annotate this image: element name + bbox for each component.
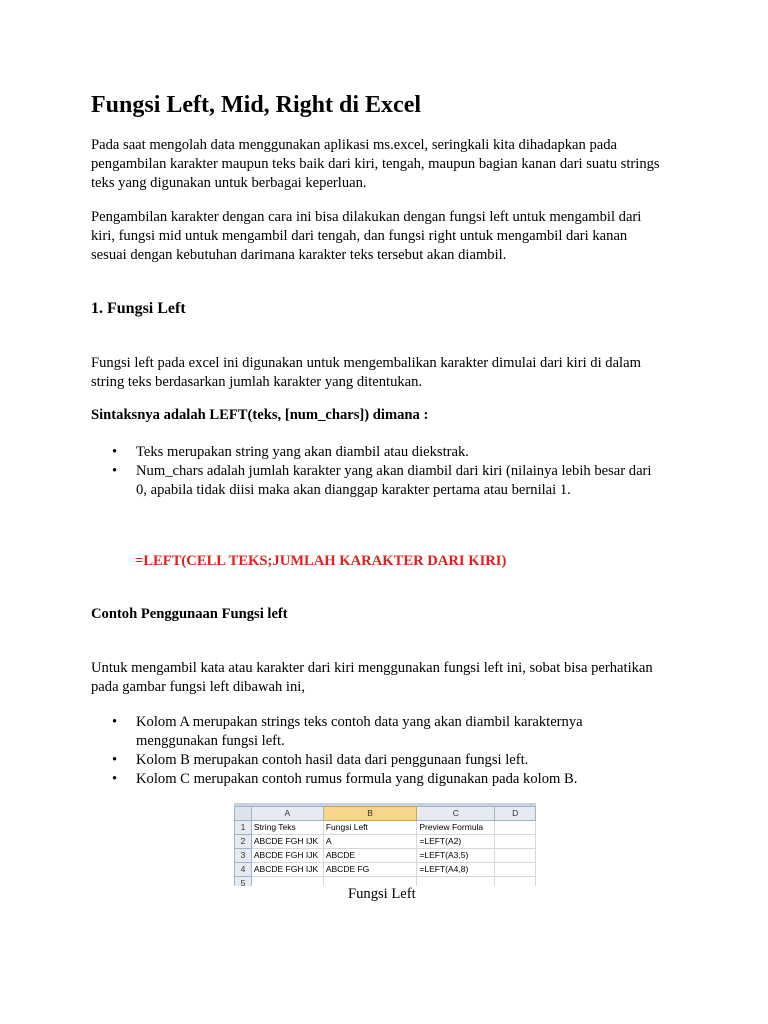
table-cell — [495, 835, 536, 849]
table-cell: ABCDE FGH IJK — [251, 849, 323, 863]
list-item — [91, 751, 691, 770]
text-line: Pengambilan karakter dengan cara ini bisa dilakukan dengan fungsi left untuk mengambil dari — [91, 209, 642, 225]
text-line: pengambilan karakter maupun teks baik dari kiri, tengah, maupun bagian kanan dari suatu strings — [91, 156, 660, 172]
table-cell: ABCDE FGH IJK — [251, 863, 323, 877]
row-header: 5 — [235, 877, 252, 887]
corner-cell — [235, 807, 252, 821]
list-item — [91, 443, 691, 462]
text-line: Untuk mengambil kata atau karakter dari kiri menggunakan fungsi left ini, sobat bisa perhatikan — [91, 660, 653, 676]
table-cell: =LEFT(A3,5) — [417, 849, 495, 863]
table-row — [235, 877, 536, 887]
formula-line: =LEFT(CELL TEKS;JUMLAH KARAKTER DARI KIRI) — [135, 553, 507, 569]
text-line: kiri, fungsi mid untuk mengambil dari tengah, dan fungsi right untuk mengambil dari kanan — [91, 228, 628, 244]
table-cell — [417, 877, 495, 887]
spreadsheet-grid — [234, 806, 536, 886]
table-cell: ABCDE FG — [323, 863, 417, 877]
column-header: C — [417, 807, 495, 821]
table-row — [235, 849, 536, 863]
table-cell — [495, 877, 536, 887]
text-line: Fungsi left pada excel ini digunakan untuk mengembalikan karakter dimulai dari kiri di dalam — [91, 355, 641, 371]
text-line: string teks berdasarkan jumlah karakter yang ditentukan. — [91, 374, 423, 390]
table-cell: =LEFT(A2) — [417, 835, 495, 849]
row-header: 1 — [235, 821, 252, 835]
table-row — [235, 835, 536, 849]
intro-paragraph-1 — [91, 136, 691, 193]
column-header-row — [235, 807, 536, 821]
table-cell — [251, 877, 323, 887]
row-header: 2 — [235, 835, 252, 849]
example-bullet-list — [91, 713, 691, 789]
table-cell: Fungsi Left — [323, 821, 417, 835]
bullet-icon: • — [112, 444, 118, 460]
section-description — [91, 354, 691, 392]
table-cell: String Teks — [251, 821, 323, 835]
text-line: Kolom C merupakan contoh rumus formula yang digunakan pada kolom B. — [136, 771, 578, 787]
table-cell: =LEFT(A4,8) — [417, 863, 495, 877]
text-line: sesuai dengan kebutuhan darimana karakter teks tersebut akan diambil. — [91, 247, 507, 263]
bullet-icon: • — [112, 463, 118, 479]
section-heading: 1. Fungsi Left — [91, 300, 186, 317]
syntax-bullet-list — [91, 443, 691, 500]
text-line: Kolom B merupakan contoh hasil data dari penggunaan fungsi left. — [136, 752, 529, 768]
table-cell: Preview Formula — [417, 821, 495, 835]
text-line: menggunakan fungsi left. — [136, 733, 285, 749]
page-title: Fungsi Left, Mid, Right di Excel — [91, 92, 422, 118]
list-item — [91, 770, 691, 789]
column-header: D — [495, 807, 536, 821]
example-description — [91, 659, 691, 697]
table-row — [235, 863, 536, 877]
spreadsheet-image — [234, 803, 536, 886]
bullet-icon: • — [112, 771, 118, 787]
column-header-selected: B — [323, 807, 417, 821]
syntax-line: Sintaksnya adalah LEFT(teks, [num_chars]) dimana : — [91, 407, 429, 423]
table-cell — [323, 877, 417, 887]
text-line: teks yang digunakan untuk berbagai keperluan. — [91, 175, 367, 191]
text-line: Pada saat mengolah data menggunakan aplikasi ms.excel, seringkali kita dihadapkan pada — [91, 137, 618, 153]
table-cell — [495, 863, 536, 877]
table-cell: ABCDE FGH IJK — [251, 835, 323, 849]
table-row — [235, 821, 536, 835]
text-line: 0, apabila tidak diisi maka akan dianggap karakter pertama atau bernilai 1. — [136, 482, 571, 498]
text-line: pada gambar fungsi left dibawah ini, — [91, 679, 305, 695]
text-line: Kolom A merupakan strings teks contoh data yang akan diambil karakternya — [136, 714, 583, 730]
column-header: A — [251, 807, 323, 821]
table-cell: ABCDE — [323, 849, 417, 863]
text-line: Teks merupakan string yang akan diambil atau diekstrak. — [136, 444, 469, 460]
bullet-icon: • — [112, 752, 118, 768]
bullet-icon: • — [112, 714, 118, 730]
example-heading: Contoh Penggunaan Fungsi left — [91, 606, 288, 622]
list-item — [91, 713, 691, 751]
text-line: Num_chars adalah jumlah karakter yang akan diambil dari kiri (nilainya lebih besar dari — [136, 463, 652, 479]
table-cell — [495, 821, 536, 835]
list-item — [91, 462, 691, 500]
image-caption: Fungsi Left — [348, 886, 416, 902]
table-cell: A — [323, 835, 417, 849]
row-header: 3 — [235, 849, 252, 863]
intro-paragraph-2 — [91, 208, 691, 265]
table-cell — [495, 849, 536, 863]
row-header: 4 — [235, 863, 252, 877]
